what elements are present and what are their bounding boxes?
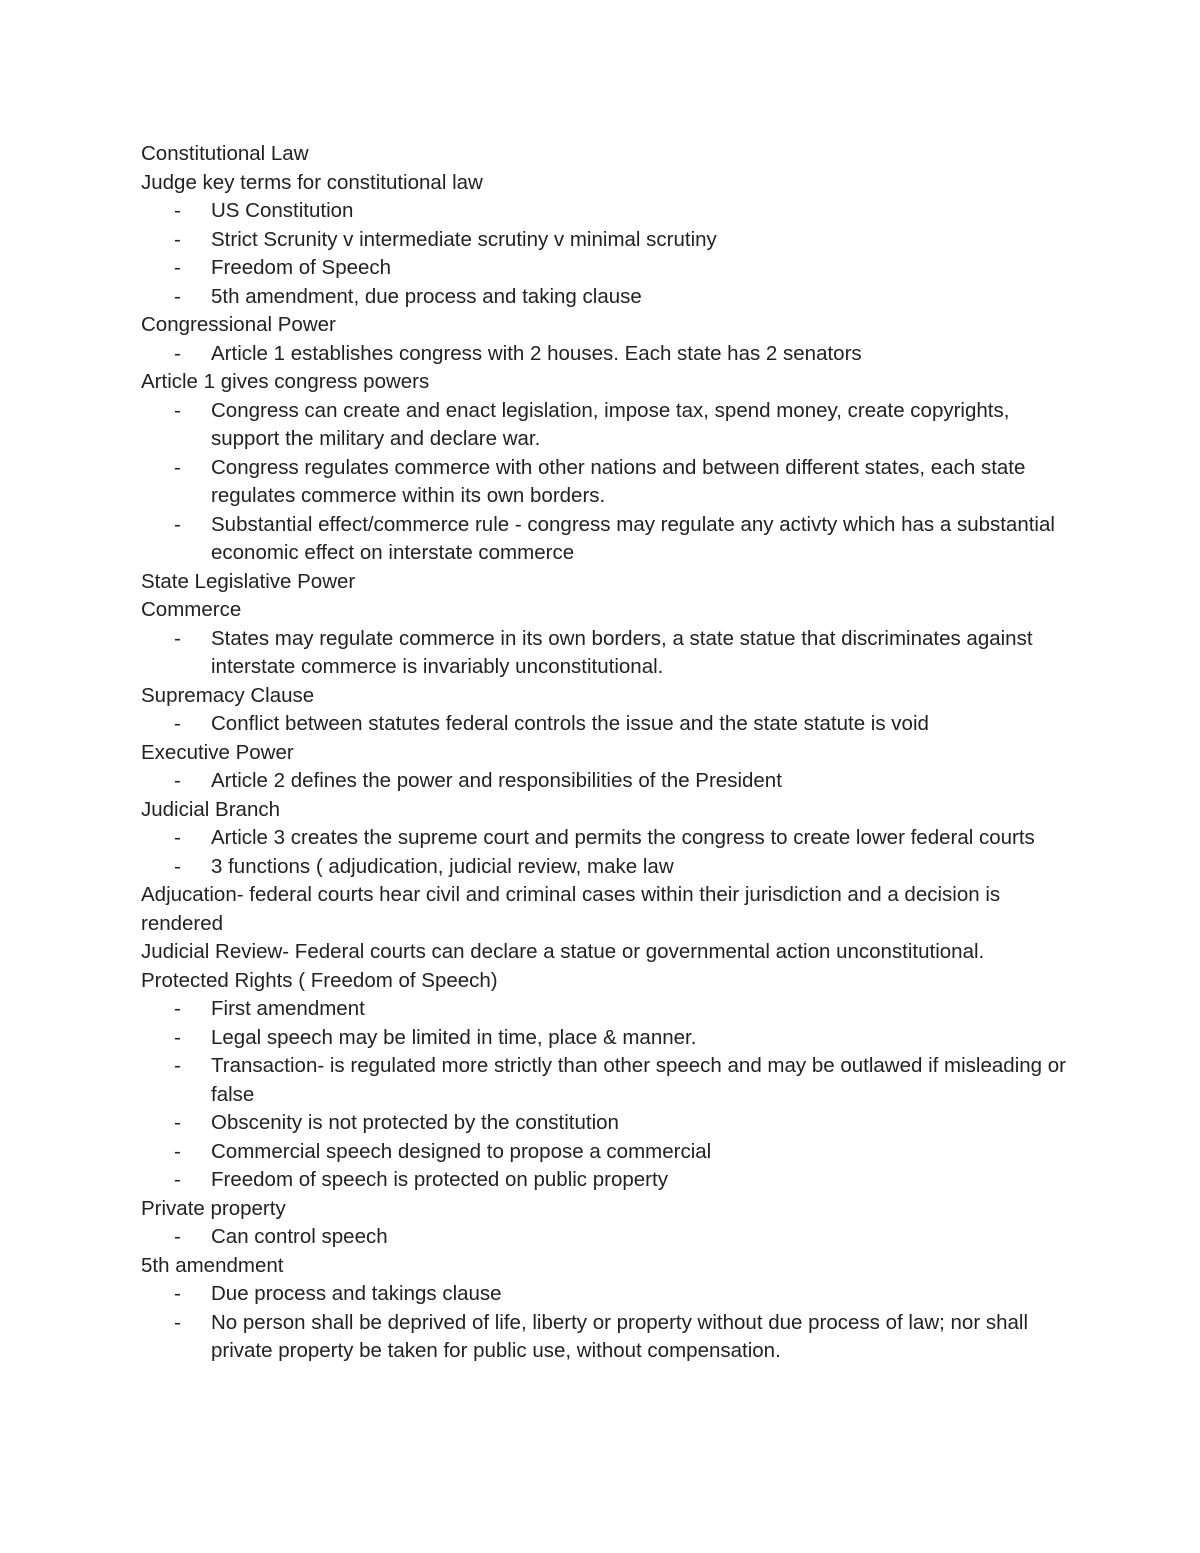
heading-line: [141, 796, 1071, 825]
bullet-item: [141, 625, 1071, 682]
bullet-dash: -: [174, 1025, 181, 1049]
bullet-item: [141, 197, 1071, 226]
bullet-text: No person shall be deprived of life, liberty or property without due process of law; nor shall private property be taken for public use, without compensation.: [211, 1310, 1029, 1362]
line-text: Commerce: [141, 598, 242, 621]
heading-line: [141, 682, 1071, 711]
bullet-text: Congress regulates commerce with other nations and between different states, each state regulates commerce within its own borders.: [211, 455, 1026, 507]
bullet-item: [141, 397, 1071, 454]
bullet-dash: -: [174, 1168, 181, 1191]
bullet-dash: -: [174, 1282, 181, 1305]
bullet-item: [141, 1109, 1071, 1138]
bullet-item: [141, 710, 1071, 739]
bullet-item: [141, 226, 1071, 255]
line-text: Judicial Review- Federal courts can declare a statue or governmental action unconstitutional.: [141, 940, 985, 963]
bullet-item: [141, 1280, 1071, 1309]
bullet-text: Conflict between statutes federal controls the issue and the state statute is void: [211, 712, 929, 735]
bullet-dash: -: [174, 398, 181, 422]
line-text: Private property: [141, 1196, 286, 1220]
document-body: [141, 140, 1071, 1366]
bullet-item: [141, 1223, 1071, 1252]
bullet-text: Obscenity is not protected by the constitution: [211, 1111, 619, 1134]
line-text: Constitutional Law: [141, 142, 309, 165]
bullet-text: Substantial effect/commerce rule - congress may regulate any activty which has a substantial economic effect on interstate commerce: [211, 512, 1055, 564]
bullet-dash: -: [174, 769, 181, 792]
line-text: State Legislative Power: [141, 569, 356, 593]
bullet-text: Article 2 defines the power and responsibilities of the President: [211, 769, 782, 792]
bullet-item: [141, 454, 1071, 511]
line-text: Article 1 gives congress powers: [141, 370, 430, 393]
line-text: Executive Power: [141, 740, 294, 764]
line-text: Supremacy Clause: [141, 683, 315, 707]
line-text: Protected Rights ( Freedom of Speech): [141, 968, 498, 992]
heading-line: [141, 938, 1071, 967]
bullet-text: Due process and takings clause: [211, 1282, 502, 1305]
bullet-text: US Constitution: [211, 199, 354, 222]
bullet-item: [141, 1052, 1071, 1109]
bullet-text: States may regulate commerce in its own borders, a state statue that discriminates against interstate commerce is invariably unconstitutional.: [211, 626, 1033, 678]
bullet-dash: -: [174, 455, 181, 479]
bullet-dash: -: [174, 1111, 181, 1134]
bullet-dash: -: [174, 626, 181, 650]
bullet-item: [141, 511, 1071, 568]
bullet-text: Freedom of Speech: [211, 256, 392, 279]
heading-line: [141, 140, 1071, 169]
bullet-dash: -: [174, 1139, 181, 1163]
bullet-item: [141, 340, 1071, 369]
bullet-dash: -: [174, 256, 181, 279]
line-text: 5th amendment: [141, 1253, 284, 1277]
heading-line: [141, 568, 1071, 597]
bullet-item: [141, 853, 1071, 882]
heading-line: [141, 881, 1071, 938]
bullet-dash: -: [174, 227, 181, 251]
heading-line: [141, 169, 1071, 198]
bullet-text: Can control speech: [211, 1225, 388, 1248]
bullet-item: [141, 1024, 1071, 1053]
bullet-text: Article 1 establishes congress with 2 houses. Each state has 2 senators: [211, 341, 862, 365]
bullet-text: 5th amendment, due process and taking clause: [211, 284, 642, 308]
bullet-text: Legal speech may be limited in time, place & manner.: [211, 1025, 697, 1049]
heading-line: [141, 1252, 1071, 1281]
bullet-dash: -: [174, 341, 181, 365]
bullet-text: Congress can create and enact legislation, impose tax, spend money, create copyrights, support the military and declare war.: [211, 398, 1010, 450]
bullet-dash: -: [174, 997, 181, 1020]
bullet-item: [141, 1309, 1071, 1366]
bullet-dash: -: [174, 1310, 181, 1334]
bullet-dash: -: [174, 1054, 181, 1077]
line-text: Judicial Branch: [141, 797, 281, 821]
bullet-item: [141, 1138, 1071, 1167]
bullet-dash: -: [174, 826, 181, 849]
heading-line: [141, 311, 1071, 340]
bullet-text: Article 3 creates the supreme court and permits the congress to create lower federal courts: [211, 826, 1035, 849]
heading-line: [141, 368, 1071, 397]
bullet-text: Transaction- is regulated more strictly than other speech and may be outlawed if misleading or false: [211, 1054, 1066, 1106]
bullet-item: [141, 1166, 1071, 1195]
heading-line: [141, 739, 1071, 768]
bullet-item: [141, 995, 1071, 1024]
line-text: Adjucation- federal courts hear civil and criminal cases within their jurisdiction and a decision is rendered: [141, 883, 1001, 935]
bullet-dash: -: [174, 854, 181, 878]
bullet-text: First amendment: [211, 997, 365, 1020]
heading-line: [141, 967, 1071, 996]
bullet-text: Commercial speech designed to propose a commercial: [211, 1139, 712, 1163]
bullet-text: Freedom of speech is protected on public property: [211, 1168, 668, 1191]
bullet-dash: -: [174, 712, 181, 735]
bullet-text: Strict Scrunity v intermediate scrutiny v minimal scrutiny: [211, 227, 717, 251]
bullet-item: [141, 767, 1071, 796]
bullet-dash: -: [174, 199, 181, 222]
bullet-dash: -: [174, 284, 181, 308]
heading-line: [141, 1195, 1071, 1224]
line-text: Judge key terms for constitutional law: [141, 170, 483, 194]
bullet-dash: -: [174, 1225, 181, 1248]
bullet-text: 3 functions ( adjudication, judicial review, make law: [211, 854, 674, 878]
bullet-item: [141, 283, 1071, 312]
bullet-dash: -: [174, 512, 181, 536]
bullet-item: [141, 824, 1071, 853]
line-text: Congressional Power: [141, 313, 336, 336]
heading-line: [141, 596, 1071, 625]
bullet-item: [141, 254, 1071, 283]
